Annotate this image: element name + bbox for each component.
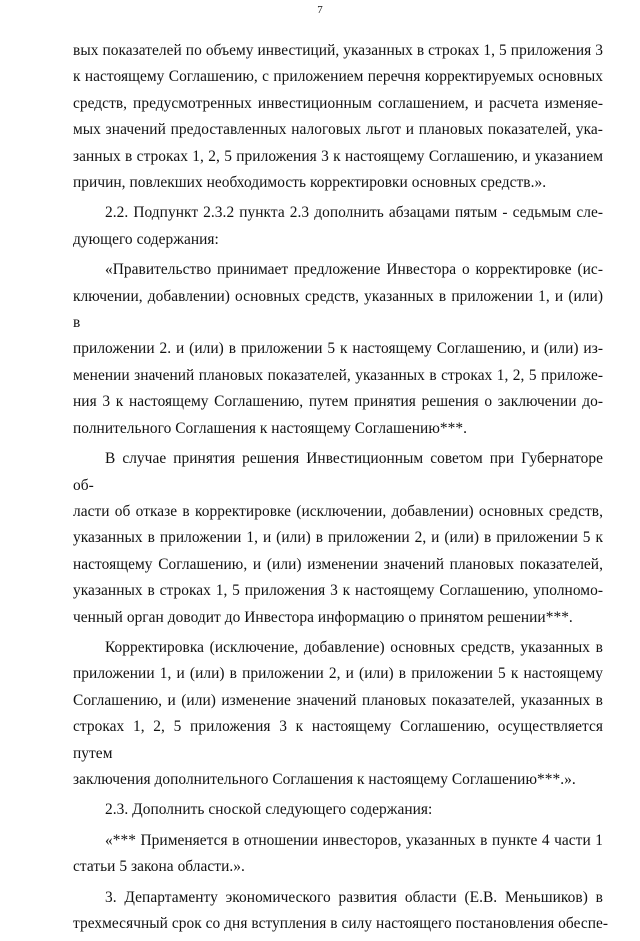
text-line: указанных в приложении 1, и (или) в приложении 2, и (или) в приложении 5 к (73, 529, 603, 547)
document-body (73, 38, 609, 941)
paragraph (73, 635, 603, 793)
text-line: В случае принятия решения Инвестиционным советом при Губернаторе об- (73, 450, 603, 494)
paragraph (73, 446, 603, 631)
text-line: причин, повлекших необходимость корректировки основных средств.». (73, 174, 547, 192)
text-line: 3. Департаменту экономического развития области (Е.В. Меньшиков) в (105, 888, 603, 906)
text-line: ключении, добавлении) основных средств, указанных в приложении 1, и (или) в (73, 287, 603, 332)
text-line: средств, предусмотренных инвестиционным соглашением, и расчета изменяе- (73, 94, 603, 112)
text-line: к настоящему Соглашению, с приложением перечня корректируемых основных (73, 68, 603, 86)
text-line: 2.2. Подпункт 2.3.2 пункта 2.3 дополнить абзацами пятым - седьмым сле- (105, 204, 603, 222)
paragraph (73, 797, 603, 823)
text-line: ченный орган доводит до Инвестора информацию о принятом решении***. (73, 608, 573, 626)
text-line: мых значений предоставленных налоговых льгот и плановых показателей, ука- (73, 121, 603, 139)
text-line: 2.3. Дополнить сноской следующего содержания: (105, 801, 433, 819)
paragraph (73, 885, 609, 938)
text-line: статьи 5 закона области.». (73, 858, 245, 876)
text-line: «*** Применяется в отношении инвесторов, указанных в пункте 4 части 1 (105, 831, 603, 849)
text-line: Корректировка (исключение, добавление) основных средств, указанных в (105, 638, 603, 656)
text-line: занных в строках 1, 2, 5 приложения 3 к настоящему Соглашению, и указанием (73, 147, 603, 165)
text-line: приложении 2. и (или) в приложении 5 к настоящему Соглашению, и (или) из- (73, 340, 603, 358)
page-number: 7 (317, 4, 323, 16)
text-line: полнительного Соглашения к настоящему Соглашению***. (73, 419, 468, 437)
paragraph (73, 200, 603, 253)
text-line: «Правительство принимает предложение Инвестора о корректировке (ис- (105, 261, 603, 279)
text-line: приложении 1, и (или) в приложении 2, и (или) в приложении 5 к настоящему (73, 665, 603, 683)
text-line: вых показателей по объему инвестиций, указанных в строках 1, 5 приложения 3 (73, 42, 603, 59)
text-line: строках 1, 2, 5 приложения 3 к настоящему Соглашению, осуществляется путем (73, 718, 603, 762)
paragraph (73, 257, 603, 442)
text-line: указанных в строках 1, 5 приложения 3 к настоящему Соглашению, уполномо- (73, 582, 603, 600)
text-line: менении значений плановых показателей, указанных в строках 1, 2, 5 приложе- (73, 366, 603, 384)
paragraph (73, 38, 603, 196)
text-line: дующего содержания: (73, 230, 219, 248)
text-line: ласти об отказе в корректировке (исключении, добавлении) основных средств, (73, 502, 603, 520)
text-line: настоящему Соглашению, и (или) изменении значений плановых показателей, (73, 555, 603, 573)
text-line: Соглашению, и (или) изменение значений плановых показателей, указанных в (73, 691, 603, 709)
paragraph (73, 828, 603, 881)
text-line: заключения дополнительного Соглашения к настоящему Соглашению***.». (73, 770, 576, 788)
text-line: ния 3 к настоящему Соглашению, путем принятия решения о заключении до- (73, 393, 603, 411)
text-line: трехмесячный срок со дня вступления в силу настоящего постановления обеспе- (73, 915, 609, 932)
